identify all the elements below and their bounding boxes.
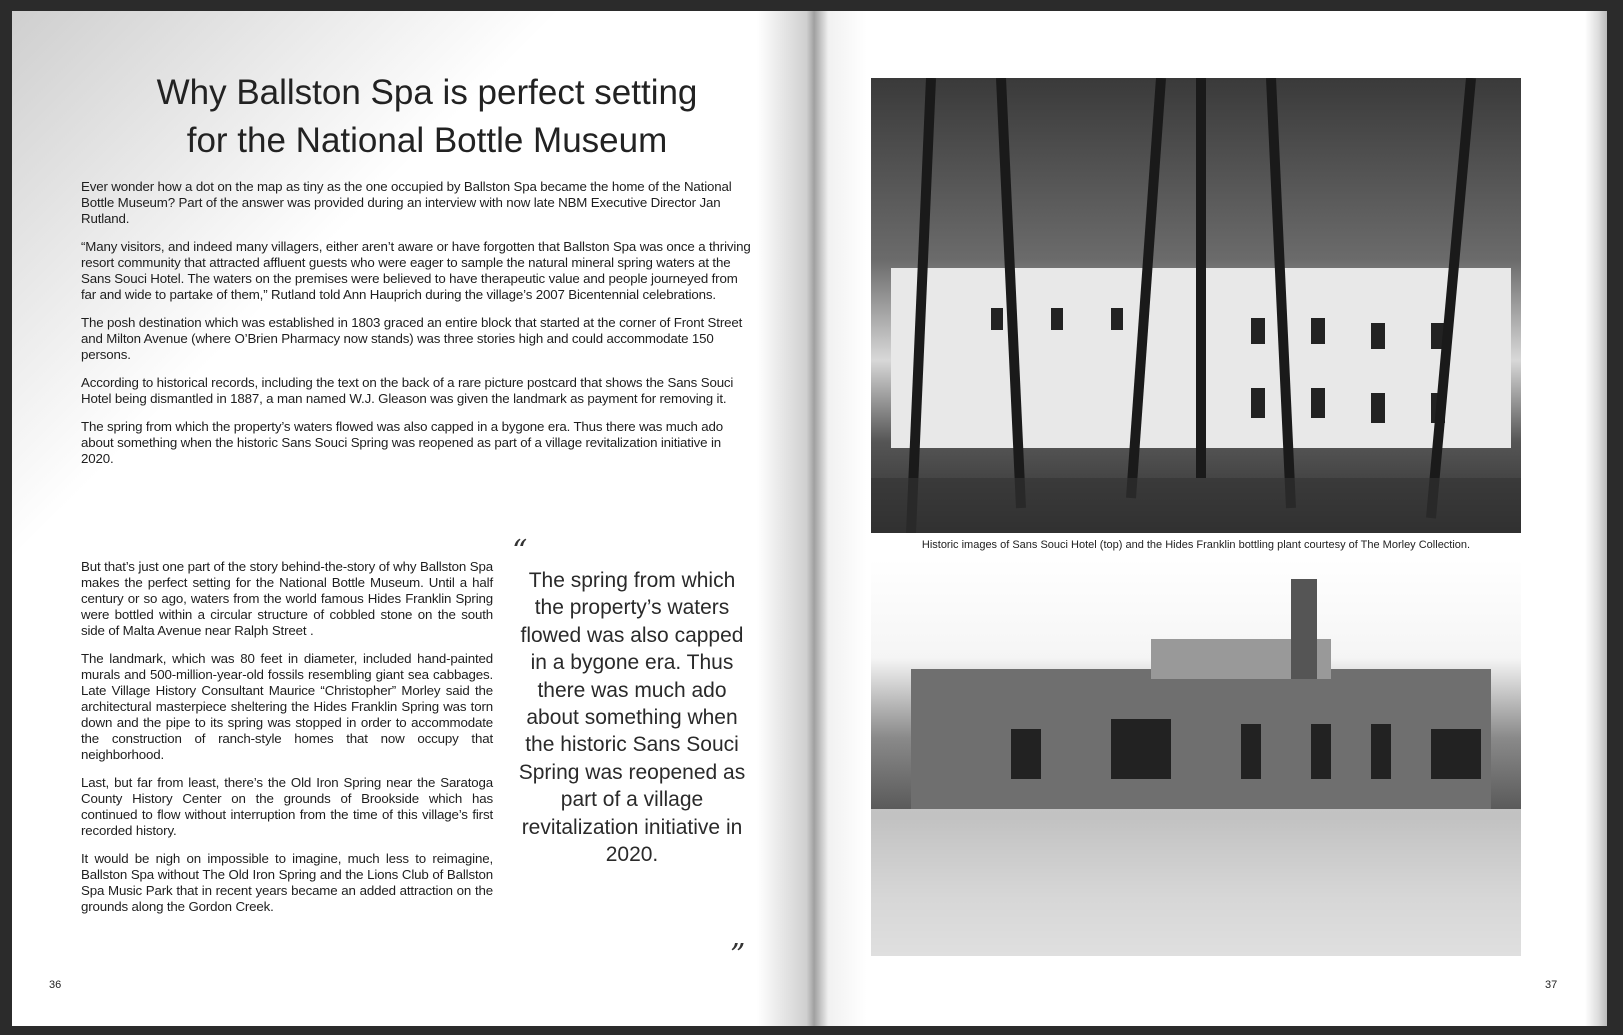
article-title <box>72 69 782 165</box>
title-line-1: Why Ballston Spa is perfect setting <box>156 73 698 112</box>
hides-franklin-bottling-plant-photo <box>871 559 1521 956</box>
book-spine-shadow <box>757 11 867 1026</box>
page-number-left: 36 <box>49 979 62 991</box>
close-quote-mark: ” <box>730 938 746 973</box>
pull-quote: The spring from which the property’s waters flowed was also capped in a bygone era. Thus there was much ado about something when the historic Sans Souci Spring was reopened as part of a village revitalization initiative in 2020. <box>518 569 746 867</box>
open-quote-mark: “ <box>512 534 528 569</box>
magazine-spread <box>12 11 1607 1026</box>
paragraph: Ever wonder how a dot on the map as tiny as the one occupied by Ballston Spa became the home of the National Bottle Museum? Part of the answer was provided during an interview with now late NBM Executive Director Jan Rutland. <box>81 179 732 226</box>
paragraph: But that’s just one part of the story behind-the-story of why Ballston Spa makes the perfect setting for the National Bottle Museum. Until a half century or so ago, waters from the world famous Hides Franklin Spring were bottled within a circular structure of cobbled stone on the south side of Malta Avenue near Ralph Street . <box>81 559 493 638</box>
paragraph: Last, but far from least, there’s the Old Iron Spring near the Saratoga County History Center on the grounds of Brookside which has continued to flow without interruption from the time of this village’s first recorded history. <box>81 775 493 838</box>
left-page <box>12 11 828 1026</box>
paragraph: The spring from which the property’s waters flowed was also capped in a bygone era. Thus there was much ado about something when the historic Sans Souci Spring was reopened as part of a village revitalization initiative in 2020. <box>81 419 724 466</box>
paragraph: The landmark, which was 80 feet in diameter, included hand-painted murals and 500-million-year-old fossils resembling giant sea cabbages. Late Village History Consultant Maurice “Christopher” Morley said the architectural masterpiece sheltering the Hides Franklin Spring was torn down and the pipe to its spring was stopped in order to accommodate the construction of ranch-style homes that now occupy that neighborhood. <box>81 651 493 762</box>
article-body-column <box>81 559 493 927</box>
paragraph: According to historical records, including the text on the back of a rare picture postcard that shows the Sans Souci Hotel being dismantled in 1887, a man named W.J. Gleason was given the landmark as payment for removing it. <box>81 375 734 406</box>
paragraph: It would be nigh on impossible to imagine, much less to reimagine, Ballston Spa without The Old Iron Spring and the Lions Club of Ballston Spa Music Park that in recent years became an added attraction on the grounds along the Gordon Creek. <box>81 851 493 914</box>
page-edge <box>1585 11 1607 1026</box>
sans-souci-hotel-photo <box>871 78 1521 533</box>
title-line-2: for the National Bottle Museum <box>186 121 668 160</box>
article-body-full-width <box>81 179 751 479</box>
paragraph: The posh destination which was established in 1803 graced an entire block that started at the corner of Front Street and Milton Avenue (where O’Brien Pharmacy now stands) was three stories high and could accommodate 150 persons. <box>81 315 743 362</box>
photo-caption: Historic images of Sans Souci Hotel (top) and the Hides Franklin bottling plant courtesy of The Morley Collection. <box>921 539 1471 551</box>
page-number-right: 37 <box>1545 979 1558 991</box>
paragraph: “Many visitors, and indeed many villagers, either aren’t aware or have forgotten that Ballston Spa was once a thriving resort community that attracted affluent guests who were eager to sample the natural mineral spring waters at the Sans Souci Hotel. The waters on the premises were believed to have therapeutic value and people journeyed from far and wide to partake of them,” Rutland told Ann Hauprich during the village’s 2007 Bicentennial celebrations. <box>81 239 751 302</box>
